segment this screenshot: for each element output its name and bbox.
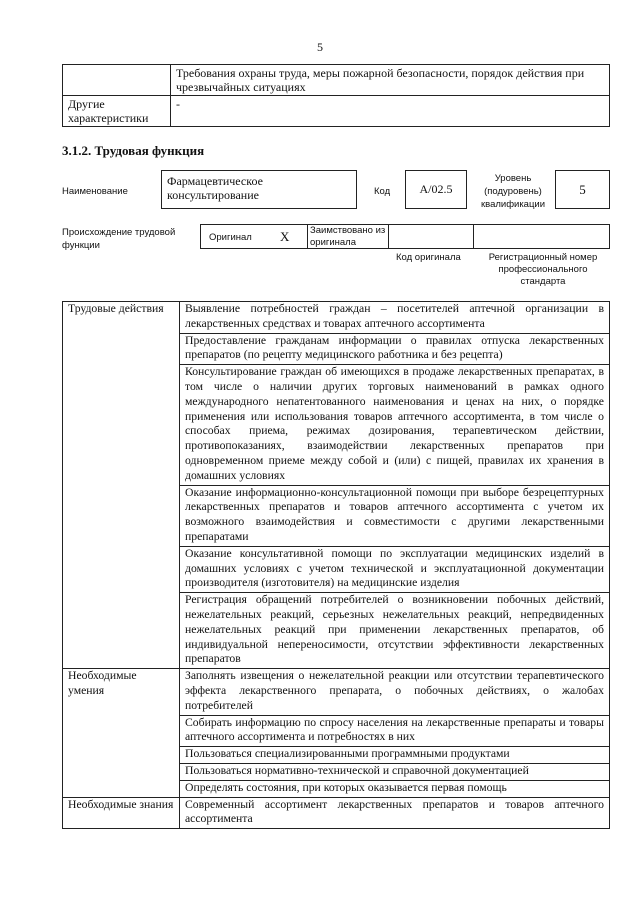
skill-item: Заполнять извещения о нежелательной реакции или отсутствии терапевтического эффекта лекарственного препарата, о побочных действиях, о жалобах потребителей: [180, 669, 610, 715]
skill-item: Собирать информацию по спросу населения на лекарственные препараты и товары аптечного ассортимента и потребностях в них: [180, 715, 610, 747]
main-table: [62, 301, 610, 829]
labor-action-item: Регистрация обращений потребителей о возникновении побочных действий, нежелательных реакций, серьезных нежелательных реакций, непредвиденных нежелательных реакций при применении лекарственных препаратов, об индивидуальной непереносимости, отсутствии эффективности лекарственных препаратов: [180, 593, 610, 669]
code-original-caption: Код оригинала: [396, 252, 461, 263]
table-row: [63, 780, 610, 797]
code-value: А/02.5: [419, 182, 453, 196]
label-cell-continued: [63, 593, 180, 669]
origin-box: [200, 224, 610, 249]
table-row: [63, 546, 610, 592]
top-table-label-cell: Другие характеристики: [63, 96, 171, 127]
table-row: [63, 763, 610, 780]
table-row: [63, 302, 610, 334]
labor-action-item: Предоставление гражданам информации о правилах отпуска лекарственных препаратов (по рецепту медицинского работника и без рецепта): [180, 333, 610, 365]
labor-action-item: Оказание информационно-консультационной помощи при выборе безрецептурных лекарственных препаратов и товаров аптечного ассортимента с учетом их возможного взаимодействия и совместимости с другими лекарственными препаратами: [180, 485, 610, 546]
labor-action-item: Консультирование граждан об имеющихся в продаже лекарственных препаратах, в том числе о наличии других торговых наименований в рамках одного международного непатентованного наименования и ценах на них, о порядке применения или использования товаров аптечного ассортимента, в том числе о способах приема, режимах дозирования, терапевтическом действии, противопоказаниях, взаимодействии лекарственных препаратов при одновременном приеме между собой и (или) с пищей, правилах их хранения в домашних условиях: [180, 365, 610, 485]
table-row: [63, 333, 610, 365]
label-cell-continued: [63, 333, 180, 365]
required-skills-label: Необходимые умения: [63, 669, 180, 715]
table-row: [63, 365, 610, 485]
top-table-label-cell: [63, 65, 171, 96]
function-name-value: Фармацевтическое консультирование: [167, 174, 263, 202]
level-box: [555, 170, 610, 209]
skill-item: Определять состояния, при которых оказывается первая помощь: [180, 780, 610, 797]
origin-divider: [473, 225, 474, 248]
top-table-value-cell: -: [171, 96, 610, 127]
borrowed-label: Заимствовано из оригинала: [310, 225, 386, 248]
reg-number-caption: Регистрационный номер профессионального стандарта: [488, 252, 598, 287]
top-table-value-cell: Требования охраны труда, меры пожарной безопасности, порядок действия при чрезвычайных ситуациях: [171, 65, 610, 96]
origin-divider: [307, 225, 308, 248]
table-row: [63, 797, 610, 829]
code-box: [405, 170, 467, 209]
label-cell-continued: [63, 485, 180, 546]
level-value: 5: [579, 182, 586, 197]
skill-item: Пользоваться специализированными программными продуктами: [180, 747, 610, 764]
label-cell-continued: [63, 780, 180, 797]
origin-label: Происхождение трудовой функции: [62, 227, 176, 251]
name-label: Наименование: [62, 186, 128, 197]
original-label: Оригинал: [209, 232, 252, 243]
label-cell-continued: [63, 763, 180, 780]
code-label: Код: [374, 186, 391, 197]
label-cell-continued: [63, 546, 180, 592]
table-row: [63, 96, 610, 127]
page-number: 5: [317, 40, 323, 54]
label-cell-continued: [63, 365, 180, 485]
table-row: [63, 65, 610, 96]
section-title: 3.1.2. Трудовая функция: [62, 143, 205, 158]
table-row: [63, 593, 610, 669]
table-row: [63, 715, 610, 747]
table-row: [63, 747, 610, 764]
table-row: [63, 485, 610, 546]
labor-action-item: Выявление потребностей граждан – посетителей аптечной организации в лекарственных средствах и товарах аптечного ассортимента: [180, 302, 610, 334]
skill-item: Пользоваться нормативно-технической и справочной документацией: [180, 763, 610, 780]
required-knowledge-label: Необходимые знания: [63, 797, 180, 829]
table-row: [63, 669, 610, 715]
top-table: [62, 64, 610, 127]
level-label: Уровень (подуровень) квалификации: [480, 173, 546, 210]
knowledge-item: Современный ассортимент лекарственных препаратов и товаров аптечного ассортимента: [180, 797, 610, 829]
label-cell-continued: [63, 715, 180, 747]
label-cell-continued: [63, 747, 180, 764]
original-mark: X: [280, 229, 290, 244]
labor-actions-label: Трудовые действия: [63, 302, 180, 334]
function-name-box: [161, 170, 357, 209]
labor-action-item: Оказание консультативной помощи по эксплуатации медицинских изделий в домашних условиях с учетом технической и эксплуатационной документации производителя (изготовителя) на медицинские изделия: [180, 546, 610, 592]
